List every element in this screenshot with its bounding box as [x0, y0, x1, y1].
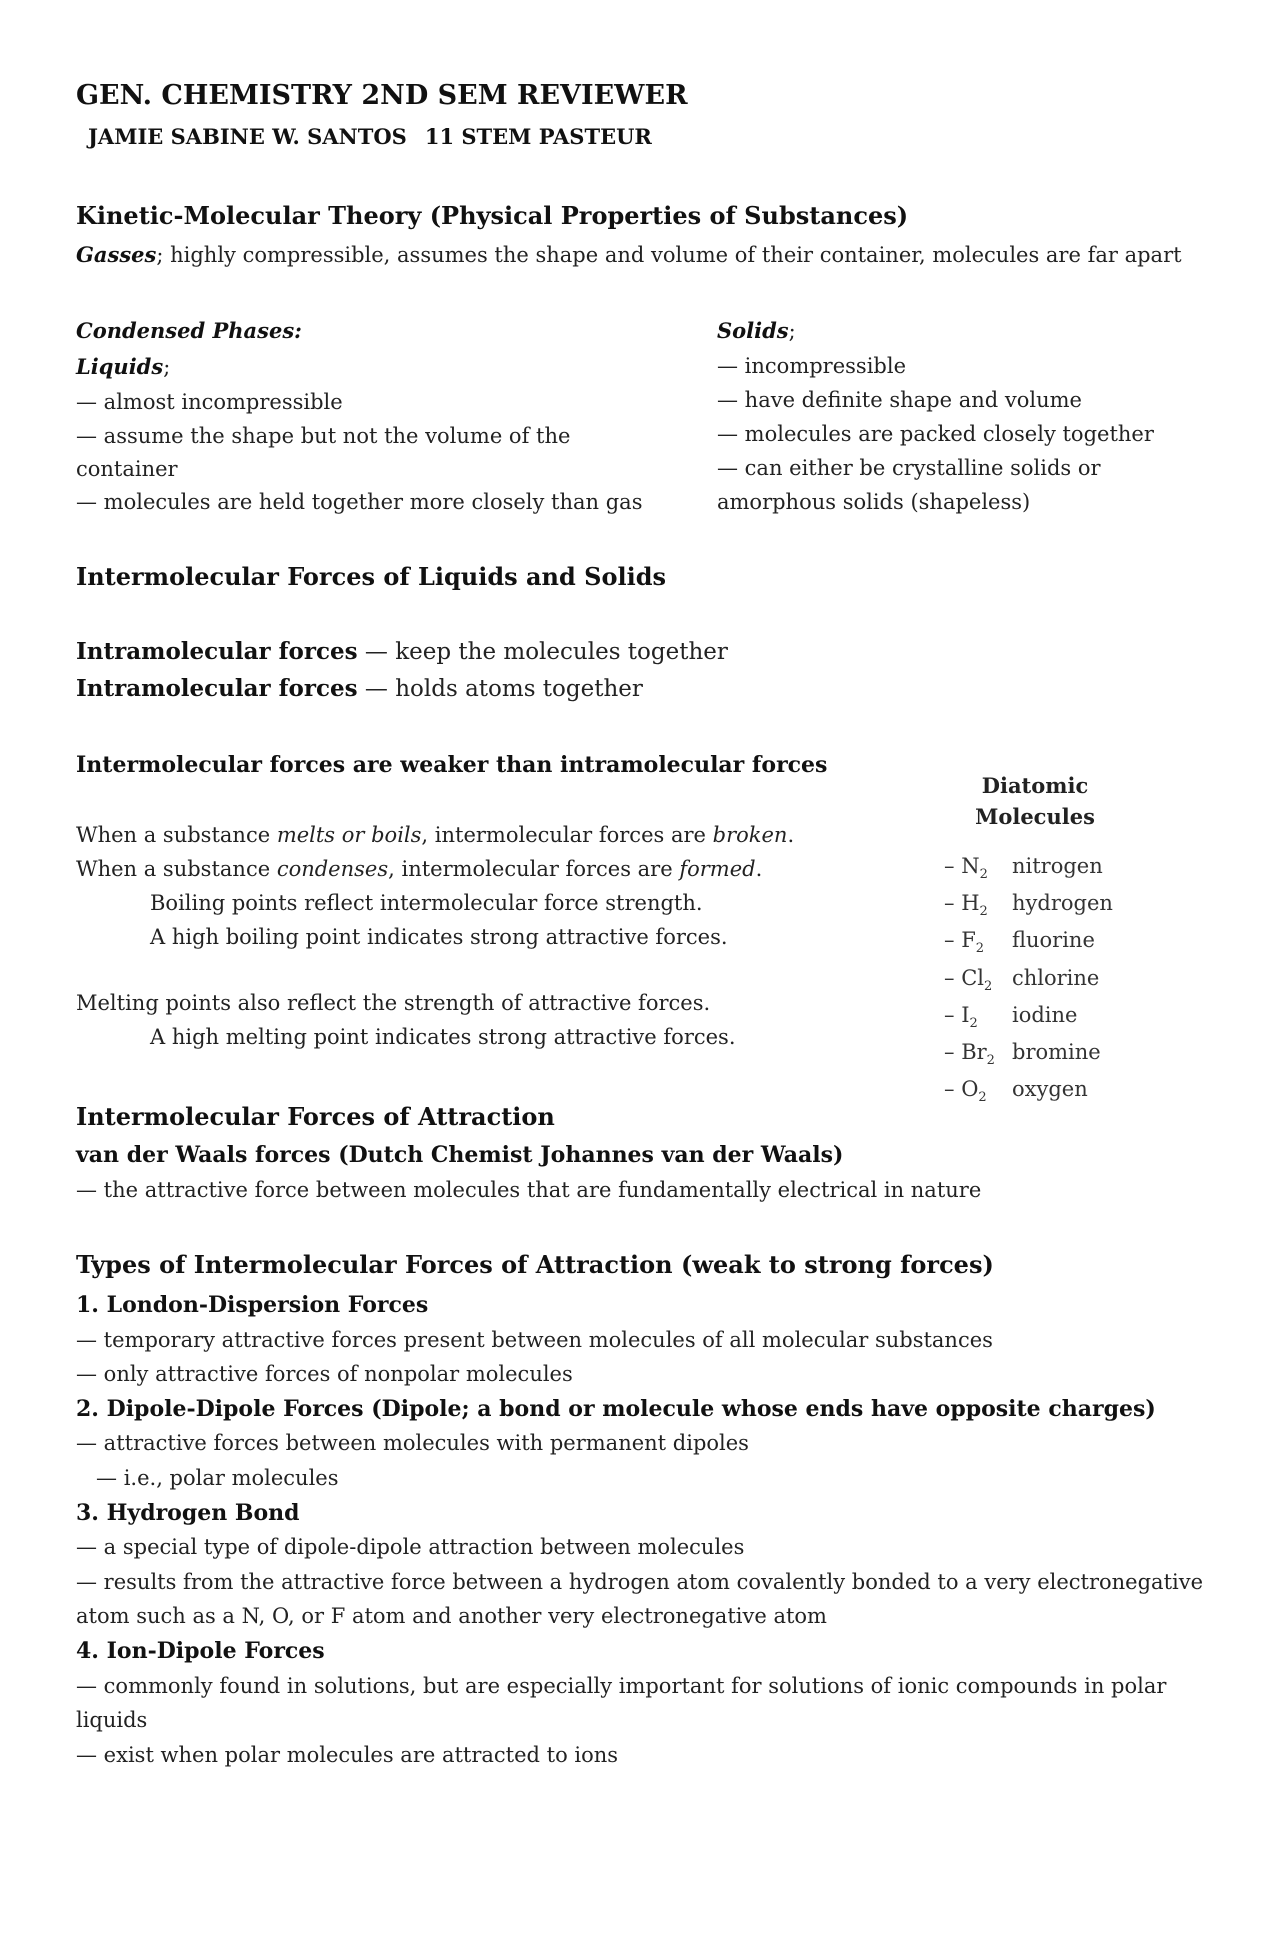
- liquids-item: — almost incompressible: [76, 390, 343, 414]
- type-item: — attractive forces between molecules with permanent dipoles: [76, 1431, 749, 1456]
- text-run: melts or boils: [276, 823, 422, 847]
- element-name: hydrogen: [1012, 891, 1113, 916]
- element-symbol: H: [961, 891, 980, 916]
- type-item: — only attractive forces of nonpolar molecules: [76, 1362, 573, 1387]
- subscript: 2: [969, 1015, 978, 1031]
- element-name: chlorine: [1012, 965, 1100, 990]
- types-heading: Types of Intermolecular Forces of Attraction (weak to strong forces): [76, 1250, 994, 1279]
- solids-item: — have definite shape and volume: [717, 388, 1082, 412]
- diatomic-item: [944, 1001, 1113, 1038]
- gasses-line: [76, 242, 1182, 267]
- element-symbol: N: [961, 854, 980, 878]
- attraction-heading: Intermolecular Forces of Attraction: [76, 1102, 555, 1131]
- element-name: oxygen: [1012, 1077, 1088, 1102]
- dash: –: [944, 854, 955, 878]
- liquids-label: Liquids: [76, 354, 164, 379]
- diatomic-item: [944, 1075, 1113, 1112]
- vdw-heading: van der Waals forces (Dutch Chemist Johannes van der Waals): [76, 1142, 844, 1168]
- kmt-heading: Kinetic-Molecular Theory (Physical Properties of Substances): [76, 201, 909, 230]
- subscript: 2: [978, 1090, 987, 1106]
- diatomic-item: [944, 1038, 1113, 1075]
- gasses-label: Gasses: [76, 242, 157, 267]
- solids-label: Solids: [717, 318, 789, 343]
- dash: –: [944, 891, 955, 916]
- solids-item: — molecules are packed closely together: [717, 422, 1154, 446]
- condense-line: [76, 852, 794, 886]
- solids-item: — incompressible: [717, 354, 906, 378]
- element-name: bromine: [1012, 1039, 1101, 1064]
- page-title: GEN. CHEMISTRY 2ND SEM REVIEWER: [76, 80, 688, 111]
- class-section: 11 STEM PASTEUR: [424, 124, 652, 149]
- diatomic-item: [944, 852, 1113, 889]
- condensed-label: Condensed Phases:: [76, 318, 302, 343]
- type-title: 1. London-Dispersion Forces: [76, 1292, 429, 1318]
- type-title: 4. Ion-Dipole Forces: [76, 1637, 325, 1664]
- element-symbol: I: [961, 1002, 970, 1027]
- element-name: iodine: [1012, 1002, 1078, 1027]
- element-symbol: F: [961, 928, 976, 953]
- weaker-statement: Intermolecular forces are weaker than intramolecular forces: [76, 752, 828, 778]
- dash: –: [944, 928, 955, 953]
- melting-note: A high melting point indicates strong attractive forces.: [150, 1025, 736, 1049]
- melting-note: Melting points also reflect the strength of attractive forces.: [76, 991, 711, 1015]
- dash: –: [944, 1039, 955, 1064]
- text-run: formed: [679, 857, 756, 881]
- diatomic-item: [944, 889, 1113, 926]
- diatomic-item: [944, 964, 1113, 1001]
- type-item: — a special type of dipole-dipole attraction between molecules: [76, 1535, 745, 1560]
- intramolecular-line-2: [76, 675, 643, 702]
- solids-column: [717, 313, 1154, 519]
- intramolecular-text: — keep the molecules together: [357, 639, 728, 665]
- liquids-item: — molecules are held together more closely than gas: [76, 490, 643, 514]
- subscript: 2: [979, 904, 988, 920]
- type-title: 2. Dipole-Dipole Forces (Dipole; a bond or molecule whose ends have opposite charges): [76, 1395, 1156, 1422]
- element-name: fluorine: [1012, 928, 1095, 953]
- dash: –: [944, 965, 955, 990]
- boiling-note: A high boiling point indicates strong attractive forces.: [150, 925, 728, 949]
- text-run: , intermolecular forces are: [388, 857, 680, 881]
- boiling-note: Boiling points reflect intermolecular force strength.: [150, 891, 703, 915]
- diatomic-title: Molecules: [975, 804, 1095, 829]
- intramolecular-label: Intramolecular forces: [76, 638, 358, 665]
- diatomic-title: Diatomic: [981, 773, 1089, 798]
- type-item: atom such as a N, O, or F atom and another very electronegative atom: [76, 1604, 827, 1629]
- type-item: — results from the attractive force between a hydrogen atom covalently bonded to a very electronegative: [76, 1569, 1204, 1594]
- type-item: — temporary attractive forces present between molecules of all molecular substances: [76, 1327, 993, 1352]
- vdw-text: — the attractive force between molecules that are fundamentally electrical in nature: [76, 1178, 982, 1202]
- text-run: .: [755, 857, 763, 881]
- element-symbol: Cl: [961, 965, 984, 990]
- text-run: broken: [712, 823, 788, 847]
- diatomic-figure: [945, 770, 1125, 832]
- liquids-semicolon: ;: [163, 355, 171, 379]
- type-item: — commonly found in solutions, but are especially important for solutions of ionic compounds in polar: [76, 1673, 1167, 1698]
- text-run: condenses: [276, 857, 389, 881]
- diatomic-item: [944, 926, 1113, 963]
- liquids-item: container: [76, 457, 178, 481]
- phase-change-block: [76, 818, 794, 1054]
- type-item: — exist when polar molecules are attracted to ions: [76, 1742, 619, 1767]
- subscript: 2: [986, 1053, 995, 1069]
- liquids-column: [76, 313, 642, 519]
- intramolecular-text: — holds atoms together: [357, 676, 643, 702]
- text-run: .: [787, 823, 795, 847]
- types-list: [76, 1288, 1203, 1772]
- subscript: 2: [979, 867, 988, 883]
- imf-heading: Intermolecular Forces of Liquids and Solids: [76, 562, 667, 591]
- text-run: When a substance: [76, 823, 277, 847]
- melt-line: [76, 818, 794, 852]
- liquids-item: — assume the shape but not the volume of the: [76, 424, 571, 448]
- element-symbol: Br: [961, 1039, 987, 1064]
- subscript: 2: [975, 941, 985, 957]
- text-run: , intermolecular forces are: [421, 823, 713, 847]
- element-symbol: O: [961, 1077, 979, 1102]
- element-name: nitrogen: [1012, 854, 1103, 878]
- type-title: 3. Hydrogen Bond: [76, 1499, 300, 1526]
- solids-semicolon: ;: [788, 319, 796, 343]
- solids-item: — can either be crystalline solids or: [717, 456, 1101, 480]
- dash: –: [944, 1002, 955, 1027]
- diatomic-list: [944, 852, 1113, 1112]
- gasses-text: ; highly compressible, assumes the shape and volume of their container, molecules are far apart: [156, 243, 1182, 267]
- author-name: JAMIE SABINE W. SANTOS: [88, 124, 407, 149]
- intramolecular-line-1: [76, 638, 728, 665]
- intramolecular-label: Intramolecular forces: [76, 675, 358, 702]
- solids-item: amorphous solids (shapeless): [717, 490, 1031, 514]
- type-item: liquids: [76, 1708, 148, 1733]
- dash: –: [944, 1077, 955, 1102]
- type-item: — i.e., polar molecules: [76, 1465, 339, 1490]
- text-run: When a substance: [76, 857, 277, 881]
- subscript: 2: [983, 978, 993, 994]
- author-line: [88, 124, 652, 149]
